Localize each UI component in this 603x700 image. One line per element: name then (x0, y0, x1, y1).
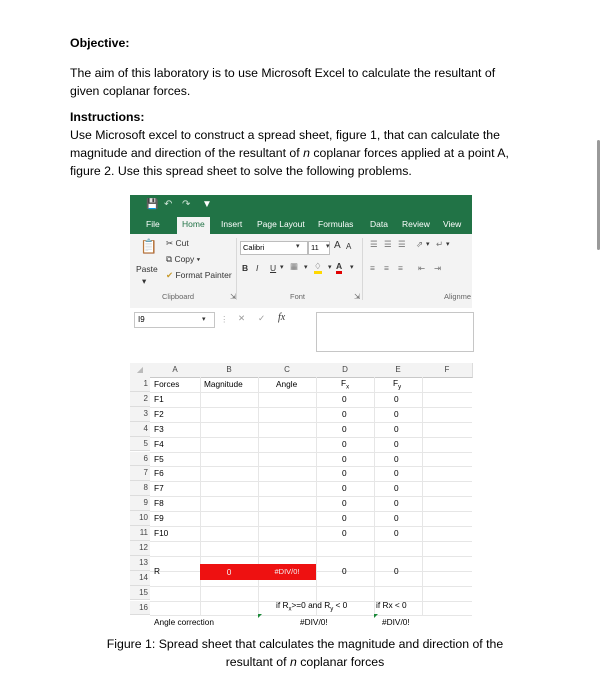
row-gridline (150, 481, 472, 482)
fx-value-cell[interactable]: 0 (342, 468, 347, 479)
cell-e1-main: F (393, 378, 399, 388)
row-gridline (150, 422, 472, 423)
page-scrollbar[interactable] (597, 140, 600, 250)
objective-heading: Objective: (70, 36, 130, 50)
orientation-dropdown-icon[interactable]: ▾ (426, 241, 430, 248)
instructions-line-2-post: coplanar forces applied at a point A, (309, 146, 509, 160)
column-gridline (316, 377, 317, 615)
paste-dropdown-icon[interactable]: ▾ (142, 276, 147, 286)
column-header-d[interactable]: D (316, 363, 375, 378)
align-middle-icon[interactable]: ☰ (384, 239, 392, 249)
italic-button[interactable]: I (256, 263, 259, 273)
fx-value-cell[interactable]: 0 (342, 453, 347, 464)
row-header[interactable]: 6 (130, 452, 150, 467)
caption-n: n (289, 655, 297, 669)
borders-icon[interactable]: ▦ (290, 261, 299, 271)
row-header[interactable]: 3 (130, 407, 150, 422)
cell-d1[interactable] (341, 378, 349, 391)
fy-value-cell[interactable]: 0 (394, 483, 399, 494)
excel-figure (130, 195, 472, 627)
name-box-dropdown-icon[interactable]: ▾ (202, 316, 206, 323)
figure-caption (70, 635, 540, 671)
copy-label: Copy (174, 254, 195, 264)
row-gridline (150, 511, 472, 512)
caption-line-1: Figure 1: Spread sheet that calculates the magnitude and direction of the (106, 637, 504, 651)
fill-color-dropdown-icon[interactable]: ▾ (328, 264, 332, 271)
cell-d14-sub1: x (288, 606, 292, 613)
force-label-cell[interactable]: F9 (154, 513, 164, 524)
row-header[interactable]: 13 (130, 556, 150, 571)
caption-line-2-pre: resultant of (225, 655, 290, 669)
cell-d14-sub2: y (330, 606, 334, 613)
fill-color-icon[interactable]: ♢ (314, 261, 322, 274)
font-size-box[interactable]: 11 (308, 241, 330, 255)
cell-e14[interactable]: if Rx < 0 (376, 600, 407, 610)
fy-value-cell[interactable]: 0 (394, 438, 399, 449)
row-header[interactable]: 8 (130, 481, 150, 496)
fx-value-cell[interactable]: 0 (342, 483, 347, 494)
fy-value-cell[interactable]: 0 (394, 408, 399, 419)
row-header[interactable]: 4 (130, 422, 150, 437)
fx-value-cell[interactable]: 0 (342, 498, 347, 509)
font-color-dropdown-icon[interactable]: ▾ (350, 264, 354, 271)
document-body (70, 34, 540, 180)
formula-bar-grip-icon: ⋮ (220, 314, 229, 324)
tab-page-layout[interactable]: Page Layout (257, 219, 305, 229)
row-gridline (150, 392, 472, 393)
column-header-b[interactable]: B (200, 363, 259, 378)
fx-value-cell[interactable]: 0 (342, 393, 347, 404)
quick-access-icon[interactable]: ▼ (202, 199, 212, 210)
cell-d14-pre: if R (276, 600, 289, 610)
fx-value-cell[interactable]: 0 (342, 528, 347, 538)
column-header-c[interactable]: C (258, 363, 317, 378)
cell-a15[interactable]: Angle correction (154, 617, 214, 627)
ribbon-divider (236, 238, 237, 300)
tab-home[interactable]: Home (177, 217, 210, 234)
fx-value-cell[interactable]: 0 (342, 513, 347, 524)
cell-b1[interactable]: Magnitude (204, 379, 243, 389)
grow-font-button[interactable]: A (334, 240, 341, 251)
fx-value-cell[interactable]: 0 (342, 423, 347, 434)
copy-button[interactable] (166, 254, 200, 265)
force-label-cell[interactable]: F5 (154, 453, 164, 464)
row-header[interactable]: 10 (130, 511, 150, 526)
cell-d14-post: < 0 (333, 600, 348, 610)
cell-a1[interactable]: Forces (154, 379, 180, 389)
objective-line-1: The aim of this laboratory is to use Microsoft Excel to calculate the resultant of (70, 66, 496, 80)
clipboard-group-label: Clipboard (162, 292, 195, 301)
fy-value-cell[interactable]: 0 (394, 528, 399, 538)
font-name-dropdown-icon[interactable]: ▾ (296, 243, 300, 250)
caption-line-2 (70, 653, 540, 671)
instructions-line-2-pre: magnitude and direction of the resultant of (70, 146, 304, 160)
clipboard-launcher-icon[interactable]: ⇲ (230, 292, 237, 301)
insert-function-button[interactable]: fx (278, 312, 286, 323)
tab-review[interactable]: Review (402, 219, 430, 229)
ribbon-home (130, 234, 472, 309)
font-size-dropdown-icon[interactable]: ▾ (326, 243, 330, 250)
tab-data[interactable]: Data (370, 219, 388, 229)
fy-value-cell[interactable]: 0 (394, 498, 399, 509)
row-header[interactable]: 12 (130, 541, 150, 556)
objective-line-2: given coplanar forces. (70, 84, 191, 98)
align-top-icon[interactable]: ☰ (370, 239, 378, 249)
column-header-f[interactable]: F (422, 363, 473, 378)
cut-icon: ✂ (166, 238, 176, 248)
copy-dropdown-icon: ▾ (196, 254, 201, 264)
font-color-icon[interactable]: A (336, 261, 342, 274)
fx-value-cell[interactable]: 0 (342, 438, 347, 449)
instructions-n: n (303, 146, 310, 160)
orientation-icon[interactable]: ⇗ (416, 239, 424, 249)
error-indicator-icon-2 (374, 614, 378, 618)
fy-value-cell[interactable]: 0 (394, 393, 399, 404)
instructions-line-3: figure 2. Use this spread sheet to solve the following problems. (70, 164, 412, 178)
instructions-line-2 (70, 144, 540, 162)
tab-formulas[interactable]: Formulas (318, 219, 354, 229)
increase-indent-icon[interactable]: ⇥ (434, 263, 442, 273)
format-painter-button[interactable] (166, 270, 232, 281)
cell-c1[interactable]: Angle (276, 379, 298, 389)
font-group-label: Font (290, 292, 306, 301)
fy-value-cell[interactable]: 0 (394, 513, 399, 524)
row-header[interactable]: 7 (130, 466, 150, 481)
force-label-cell[interactable]: F10 (154, 528, 169, 538)
force-label-cell[interactable]: F6 (154, 468, 164, 479)
borders-dropdown-icon[interactable]: ▾ (304, 264, 308, 271)
cell-e15[interactable]: #DIV/0! (382, 617, 410, 627)
row-header[interactable]: 9 (130, 496, 150, 511)
force-label-cell[interactable]: F3 (154, 423, 164, 434)
instructions-heading: Instructions: (70, 110, 145, 124)
cell-e12[interactable]: 0 (394, 566, 399, 576)
font-launcher-icon[interactable]: ⇲ (354, 292, 361, 301)
cell-e1[interactable] (393, 378, 401, 391)
fy-value-cell[interactable]: 0 (394, 423, 399, 434)
cell-b12[interactable]: 0 (200, 564, 258, 580)
row-header[interactable]: 14 (130, 571, 150, 586)
column-gridline (374, 377, 375, 615)
row-header[interactable]: 16 (130, 601, 150, 616)
wrap-dropdown-icon[interactable]: ▾ (446, 241, 450, 248)
error-indicator-icon (258, 614, 262, 618)
row-gridline (150, 526, 472, 527)
copy-icon: ⧉ (166, 254, 175, 264)
row-gridline (150, 496, 472, 497)
excel-title-bar (130, 195, 472, 215)
bold-button[interactable]: B (242, 263, 249, 273)
cell-d1-sub: x (346, 384, 350, 391)
cell-d15[interactable]: #DIV/0! (300, 617, 328, 627)
cut-label: Cut (175, 238, 189, 248)
instructions-line-1: Use Microsoft excel to construct a spread sheet, figure 1, that can calculate the (70, 128, 500, 142)
row-gridline (150, 556, 472, 557)
confirm-entry-icon[interactable]: ✓ (258, 313, 266, 323)
tab-file[interactable]: File (146, 219, 160, 229)
row-header[interactable]: 15 (130, 586, 150, 601)
align-bottom-icon[interactable]: ☰ (398, 239, 406, 249)
column-header-a[interactable]: A (150, 363, 201, 378)
force-label-cell[interactable]: F2 (154, 408, 164, 419)
cell-d12[interactable]: 0 (342, 566, 347, 576)
force-label-cell[interactable]: F8 (154, 498, 164, 509)
format-painter-label: Format Painter (175, 270, 232, 280)
cell-d1-main: F (341, 378, 347, 388)
alignment-group-label: Alignme (444, 292, 472, 301)
tab-view[interactable]: View (443, 219, 462, 229)
underline-dropdown-icon[interactable]: ▾ (280, 264, 284, 271)
column-gridline (422, 377, 423, 615)
name-box[interactable]: I9 (134, 312, 215, 328)
row-gridline (150, 452, 472, 453)
cell-c12[interactable]: #DIV/0! (258, 564, 316, 580)
formula-input[interactable] (316, 312, 474, 352)
wrap-text-icon[interactable]: ↵ (436, 239, 444, 249)
ribbon-divider-2 (362, 238, 363, 300)
row-gridline (150, 541, 472, 542)
select-all-corner[interactable] (130, 363, 151, 378)
row-gridline (150, 437, 472, 438)
force-label-cell[interactable]: F4 (154, 438, 164, 449)
decrease-indent-icon[interactable]: ⇤ (418, 263, 426, 273)
undo-icon[interactable]: ↶ (164, 199, 173, 210)
cell-d14-mid: >=0 and R (291, 600, 331, 610)
row-header[interactable]: 5 (130, 437, 150, 452)
select-all-icon: ◢ (136, 365, 144, 374)
row-header[interactable]: 1 (130, 377, 150, 392)
row-gridline (150, 407, 472, 408)
fx-value-cell[interactable]: 0 (342, 408, 347, 419)
row-gridline (150, 586, 472, 587)
format-painter-icon: ✔ (166, 270, 176, 280)
paste-icon[interactable]: 📋 (140, 238, 158, 254)
font-name-box[interactable]: Calibri (240, 241, 308, 255)
force-label-cell[interactable]: F7 (154, 483, 164, 494)
row-header[interactable]: 2 (130, 392, 150, 407)
align-right-icon[interactable]: ≡ (398, 263, 403, 273)
redo-icon[interactable]: ↷ (182, 199, 191, 210)
cancel-entry-icon[interactable]: ✕ (238, 313, 246, 323)
tab-insert[interactable]: Insert (221, 219, 243, 229)
caption-line-2-post: coplanar forces (296, 655, 385, 669)
align-left-icon[interactable]: ≡ (370, 263, 375, 273)
cut-button[interactable] (166, 238, 189, 249)
paste-button[interactable]: Paste (136, 264, 158, 274)
formula-bar (130, 308, 472, 338)
row-header[interactable]: 11 (130, 526, 150, 541)
underline-button[interactable]: U (270, 263, 277, 273)
fy-value-cell[interactable]: 0 (394, 453, 399, 464)
shrink-font-button[interactable]: A (346, 242, 352, 251)
cell-d14[interactable] (276, 600, 347, 613)
force-label-cell[interactable]: F1 (154, 393, 164, 404)
row-gridline (150, 466, 472, 467)
cell-a12[interactable]: R (154, 566, 160, 576)
fy-value-cell[interactable]: 0 (394, 468, 399, 479)
align-center-icon[interactable]: ≡ (384, 263, 389, 273)
save-icon[interactable]: 💾 (146, 199, 159, 210)
cell-e1-sub: y (398, 384, 402, 391)
ribbon-tabs (130, 215, 472, 234)
column-header-e[interactable]: E (374, 363, 423, 378)
